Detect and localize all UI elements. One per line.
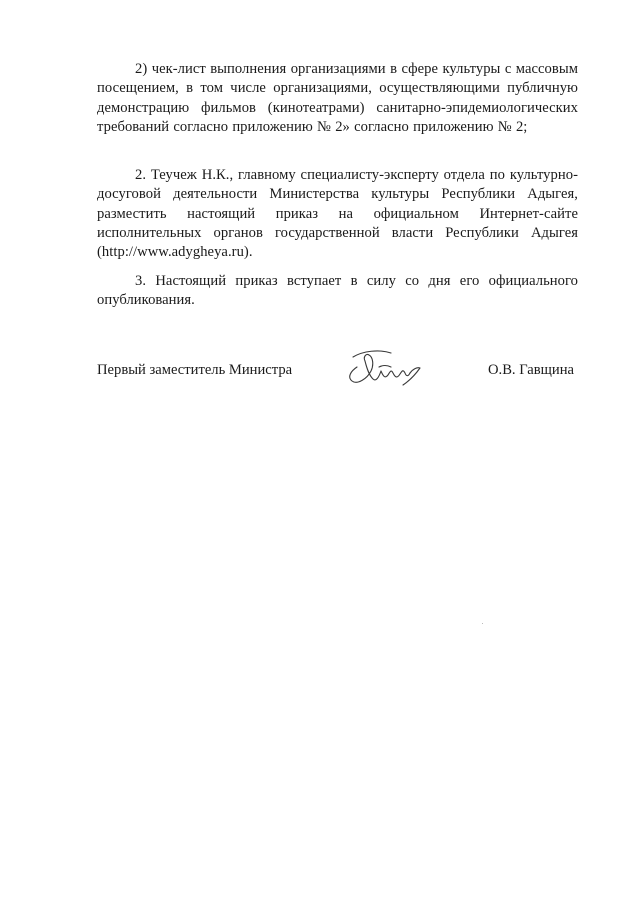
scan-speck — [482, 623, 483, 624]
paragraph-checklist-item: 2) чек-лист выполнения организациями в сфере культуры с массовым посещением, в том числе организациями, осуществляющими публичную демонстрацию фильмов (кинотеатрами) санитарно-эпидемиологических требований согласно приложению № 2» согласно приложению № 2; — [97, 61, 578, 135]
paragraph-item-2: 2. Теучеж Н.К., главному специалисту-эксперту отдела по культурно-досуговой деятельности Министерства культуры Республики Адыгея, разместить настоящий приказ на официальном Интернет-сайте исполнительных органов государственной власти Республики Адыгея (http://www.adygheya.ru). — [97, 167, 578, 261]
paragraph-item-3: 3. Настоящий приказ вступает в силу со дня его официального опубликования. — [97, 273, 578, 309]
handwritten-signature — [343, 345, 423, 387]
signatory-name: О.В. Гавщина — [488, 362, 574, 378]
signatory-role: Первый заместитель Министра — [97, 362, 293, 378]
